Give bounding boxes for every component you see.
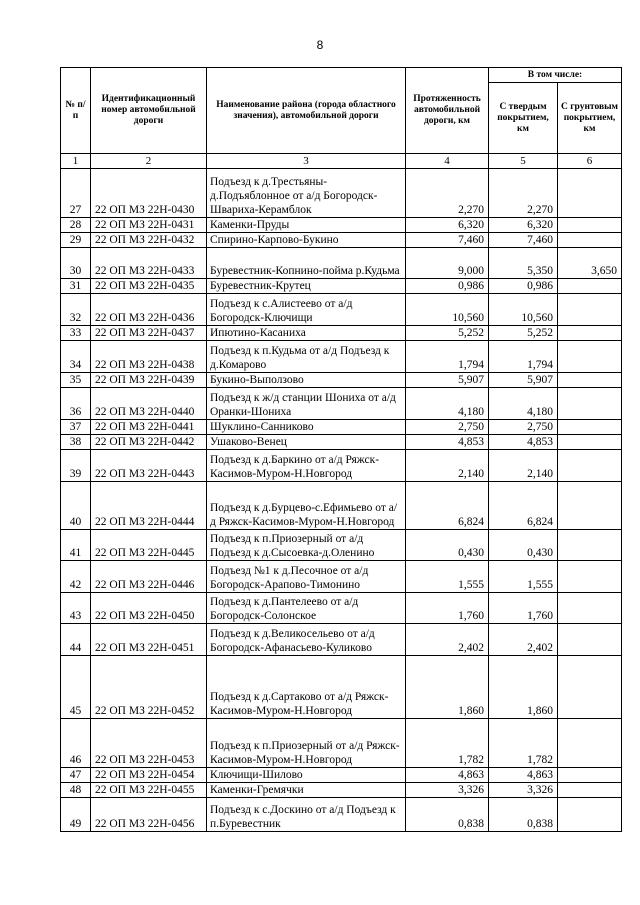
hard-surface-length: 2,140 bbox=[489, 450, 558, 482]
hard-surface-length: 4,180 bbox=[489, 388, 558, 420]
road-name: Каменки-Гремячки bbox=[207, 783, 406, 798]
table-row bbox=[61, 768, 622, 783]
column-number: 2 bbox=[91, 154, 207, 169]
road-name: Буревестник-Крутец bbox=[207, 279, 406, 294]
table-row bbox=[61, 326, 622, 341]
road-id: 22 ОП МЗ 22Н-0444 bbox=[91, 482, 207, 530]
hard-surface-length: 1,555 bbox=[489, 561, 558, 593]
hard-surface-length: 1,760 bbox=[489, 593, 558, 624]
row-number: 35 bbox=[61, 373, 91, 388]
road-name: Ключищи-Шилово bbox=[207, 768, 406, 783]
dirt-surface-length bbox=[558, 482, 622, 530]
row-number: 31 bbox=[61, 279, 91, 294]
hard-surface-length: 1,782 bbox=[489, 719, 558, 768]
road-id: 22 ОП МЗ 22Н-0450 bbox=[91, 593, 207, 624]
road-name: Подъезд к д.Великосельево от а/д Богородск-Афанасьево-Куликово bbox=[207, 624, 406, 656]
hard-surface-length: 10,560 bbox=[489, 294, 558, 326]
row-number: 34 bbox=[61, 341, 91, 373]
road-name: Подъезд к д.Сартаково от а/д Ряжск-Касимов-Муром-Н.Новгород bbox=[207, 656, 406, 719]
road-length: 4,863 bbox=[406, 768, 489, 783]
hard-surface-length: 0,986 bbox=[489, 279, 558, 294]
road-length: 5,907 bbox=[406, 373, 489, 388]
row-number: 38 bbox=[61, 435, 91, 450]
header-hard-surface: С твердым покрытием, км bbox=[489, 83, 558, 154]
road-id: 22 ОП МЗ 22Н-0436 bbox=[91, 294, 207, 326]
dirt-surface-length bbox=[558, 783, 622, 798]
road-length: 0,430 bbox=[406, 530, 489, 561]
column-number: 6 bbox=[558, 154, 622, 169]
table-row bbox=[61, 783, 622, 798]
road-name: Подъезд №1 к д.Песочное от а/д Богородск-Арапово-Тимонино bbox=[207, 561, 406, 593]
road-id: 22 ОП МЗ 22Н-0438 bbox=[91, 341, 207, 373]
row-number: 49 bbox=[61, 798, 91, 832]
table-row bbox=[61, 373, 622, 388]
road-id: 22 ОП МЗ 22Н-0452 bbox=[91, 656, 207, 719]
road-length: 1,860 bbox=[406, 656, 489, 719]
row-number: 45 bbox=[61, 656, 91, 719]
road-length: 4,853 bbox=[406, 435, 489, 450]
road-name: Буревестник-Копнино-пойма р.Кудьма bbox=[207, 248, 406, 279]
row-number: 28 bbox=[61, 218, 91, 233]
dirt-surface-length bbox=[558, 593, 622, 624]
road-name: Подъезд к ж/д станции Шониха от а/д Оранки-Шониха bbox=[207, 388, 406, 420]
table-row bbox=[61, 719, 622, 768]
hard-surface-length: 3,326 bbox=[489, 783, 558, 798]
road-name: Подъезд к д.Трестьяны-д.Подъяблонное от а/д Богородск-Швариха-Керамблок bbox=[207, 169, 406, 218]
table-row bbox=[61, 530, 622, 561]
road-id: 22 ОП МЗ 22Н-0431 bbox=[91, 218, 207, 233]
road-length: 9,000 bbox=[406, 248, 489, 279]
hard-surface-length: 4,863 bbox=[489, 768, 558, 783]
road-name: Шуклино-Санниково bbox=[207, 420, 406, 435]
dirt-surface-length bbox=[558, 373, 622, 388]
row-number: 32 bbox=[61, 294, 91, 326]
row-number: 48 bbox=[61, 783, 91, 798]
road-id: 22 ОП МЗ 22Н-0430 bbox=[91, 169, 207, 218]
dirt-surface-length bbox=[558, 279, 622, 294]
row-number: 33 bbox=[61, 326, 91, 341]
hard-surface-length: 2,270 bbox=[489, 169, 558, 218]
road-id: 22 ОП МЗ 22Н-0446 bbox=[91, 561, 207, 593]
road-length: 2,140 bbox=[406, 450, 489, 482]
road-name: Подъезд к д.Бурцево-с.Ефимьево от а/д Ряжск-Касимов-Муром-Н.Новгород bbox=[207, 482, 406, 530]
road-name: Ушаково-Венец bbox=[207, 435, 406, 450]
road-id: 22 ОП МЗ 22Н-0432 bbox=[91, 233, 207, 248]
row-number: 47 bbox=[61, 768, 91, 783]
table-row bbox=[61, 450, 622, 482]
table-row bbox=[61, 169, 622, 218]
dirt-surface-length bbox=[558, 768, 622, 783]
row-number: 37 bbox=[61, 420, 91, 435]
table-row bbox=[61, 482, 622, 530]
dirt-surface-length bbox=[558, 218, 622, 233]
road-id: 22 ОП МЗ 22Н-0455 bbox=[91, 783, 207, 798]
table-row bbox=[61, 561, 622, 593]
header-dirt-surface: С грунтовым покрытием, км bbox=[558, 83, 622, 154]
road-id: 22 ОП МЗ 22Н-0456 bbox=[91, 798, 207, 832]
row-number: 41 bbox=[61, 530, 91, 561]
hard-surface-length: 0,838 bbox=[489, 798, 558, 832]
table-row bbox=[61, 624, 622, 656]
hard-surface-length: 0,430 bbox=[489, 530, 558, 561]
hard-surface-length: 1,794 bbox=[489, 341, 558, 373]
dirt-surface-length bbox=[558, 233, 622, 248]
row-number: 27 bbox=[61, 169, 91, 218]
road-name: Спирино-Карпово-Букино bbox=[207, 233, 406, 248]
road-length: 1,782 bbox=[406, 719, 489, 768]
road-id: 22 ОП МЗ 22Н-0439 bbox=[91, 373, 207, 388]
header-length: Протяженность автомобильной дороги, км bbox=[406, 68, 489, 154]
dirt-surface-length bbox=[558, 561, 622, 593]
table-row bbox=[61, 420, 622, 435]
row-number: 46 bbox=[61, 719, 91, 768]
road-length: 1,794 bbox=[406, 341, 489, 373]
row-number: 30 bbox=[61, 248, 91, 279]
row-number: 40 bbox=[61, 482, 91, 530]
dirt-surface-length bbox=[558, 420, 622, 435]
road-length: 2,750 bbox=[406, 420, 489, 435]
hard-surface-length: 6,320 bbox=[489, 218, 558, 233]
road-id: 22 ОП МЗ 22Н-0442 bbox=[91, 435, 207, 450]
column-number: 1 bbox=[61, 154, 91, 169]
hard-surface-length: 5,907 bbox=[489, 373, 558, 388]
roads-table bbox=[60, 67, 622, 832]
dirt-surface-length bbox=[558, 388, 622, 420]
road-length: 0,986 bbox=[406, 279, 489, 294]
page-number: 8 bbox=[316, 38, 324, 52]
road-name: Подъезд к п.Приозерный от а/д Подъезд к д.Сысоевка-д.Оленино bbox=[207, 530, 406, 561]
road-id: 22 ОП МЗ 22Н-0437 bbox=[91, 326, 207, 341]
header-name: Наименование района (города областного значения), автомобильной дороги bbox=[207, 68, 406, 154]
hard-surface-length: 4,853 bbox=[489, 435, 558, 450]
road-length: 0,838 bbox=[406, 798, 489, 832]
road-id: 22 ОП МЗ 22Н-0441 bbox=[91, 420, 207, 435]
table-row bbox=[61, 218, 622, 233]
row-number: 44 bbox=[61, 624, 91, 656]
column-numbers-row bbox=[61, 154, 622, 169]
road-name: Подъезд к д.Баркино от а/д Ряжск-Касимов-Муром-Н.Новгород bbox=[207, 450, 406, 482]
road-length: 5,252 bbox=[406, 326, 489, 341]
road-length: 1,555 bbox=[406, 561, 489, 593]
road-id: 22 ОП МЗ 22Н-0445 bbox=[91, 530, 207, 561]
table-row bbox=[61, 294, 622, 326]
road-name: Каменки-Пруды bbox=[207, 218, 406, 233]
row-number: 39 bbox=[61, 450, 91, 482]
road-name: Подъезд к д.Пантелеево от а/д Богородск-Солонское bbox=[207, 593, 406, 624]
road-name: Подъезд к с.Доскино от а/д Подъезд к п.Буревестник bbox=[207, 798, 406, 832]
road-length: 3,326 bbox=[406, 783, 489, 798]
column-number: 3 bbox=[207, 154, 406, 169]
dirt-surface-length: 3,650 bbox=[558, 248, 622, 279]
hard-surface-length: 5,252 bbox=[489, 326, 558, 341]
dirt-surface-length bbox=[558, 169, 622, 218]
column-number: 5 bbox=[489, 154, 558, 169]
table-row bbox=[61, 233, 622, 248]
hard-surface-length: 6,824 bbox=[489, 482, 558, 530]
dirt-surface-length bbox=[558, 341, 622, 373]
table-row bbox=[61, 388, 622, 420]
dirt-surface-length bbox=[558, 624, 622, 656]
road-length: 10,560 bbox=[406, 294, 489, 326]
header-no: № п/п bbox=[61, 68, 91, 154]
table-row bbox=[61, 593, 622, 624]
road-length: 7,460 bbox=[406, 233, 489, 248]
road-id: 22 ОП МЗ 22Н-0453 bbox=[91, 719, 207, 768]
road-id: 22 ОП МЗ 22Н-0435 bbox=[91, 279, 207, 294]
hard-surface-length: 5,350 bbox=[489, 248, 558, 279]
dirt-surface-length bbox=[558, 798, 622, 832]
row-number: 42 bbox=[61, 561, 91, 593]
road-id: 22 ОП МЗ 22Н-0443 bbox=[91, 450, 207, 482]
table-row bbox=[61, 279, 622, 294]
road-length: 2,270 bbox=[406, 169, 489, 218]
row-number: 43 bbox=[61, 593, 91, 624]
road-name: Подъезд к с.Алистеево от а/д Богородск-Ключищи bbox=[207, 294, 406, 326]
dirt-surface-length bbox=[558, 719, 622, 768]
hard-surface-length: 2,402 bbox=[489, 624, 558, 656]
table-row bbox=[61, 248, 622, 279]
road-length: 6,824 bbox=[406, 482, 489, 530]
dirt-surface-length bbox=[558, 450, 622, 482]
row-number: 29 bbox=[61, 233, 91, 248]
road-id: 22 ОП МЗ 22Н-0433 bbox=[91, 248, 207, 279]
table-row bbox=[61, 435, 622, 450]
road-length: 2,402 bbox=[406, 624, 489, 656]
road-name: Подъезд к п.Приозерный от а/д Ряжск-Касимов-Муром-Н.Новгород bbox=[207, 719, 406, 768]
header-including: В том числе: bbox=[489, 68, 622, 83]
dirt-surface-length bbox=[558, 294, 622, 326]
road-id: 22 ОП МЗ 22Н-0451 bbox=[91, 624, 207, 656]
road-length: 1,760 bbox=[406, 593, 489, 624]
road-length: 6,320 bbox=[406, 218, 489, 233]
road-name: Букино-Выползово bbox=[207, 373, 406, 388]
table-row bbox=[61, 656, 622, 719]
column-number: 4 bbox=[406, 154, 489, 169]
table-row bbox=[61, 341, 622, 373]
road-name: Ипютино-Касаниха bbox=[207, 326, 406, 341]
dirt-surface-length bbox=[558, 530, 622, 561]
hard-surface-length: 7,460 bbox=[489, 233, 558, 248]
road-id: 22 ОП МЗ 22Н-0454 bbox=[91, 768, 207, 783]
header-id: Идентификационный номер автомобильной дороги bbox=[91, 68, 207, 154]
table-row bbox=[61, 798, 622, 832]
hard-surface-length: 2,750 bbox=[489, 420, 558, 435]
dirt-surface-length bbox=[558, 656, 622, 719]
road-name: Подъезд к п.Кудьма от а/д Подъезд к д.Комарово bbox=[207, 341, 406, 373]
dirt-surface-length bbox=[558, 435, 622, 450]
road-length: 4,180 bbox=[406, 388, 489, 420]
road-id: 22 ОП МЗ 22Н-0440 bbox=[91, 388, 207, 420]
dirt-surface-length bbox=[558, 326, 622, 341]
hard-surface-length: 1,860 bbox=[489, 656, 558, 719]
row-number: 36 bbox=[61, 388, 91, 420]
